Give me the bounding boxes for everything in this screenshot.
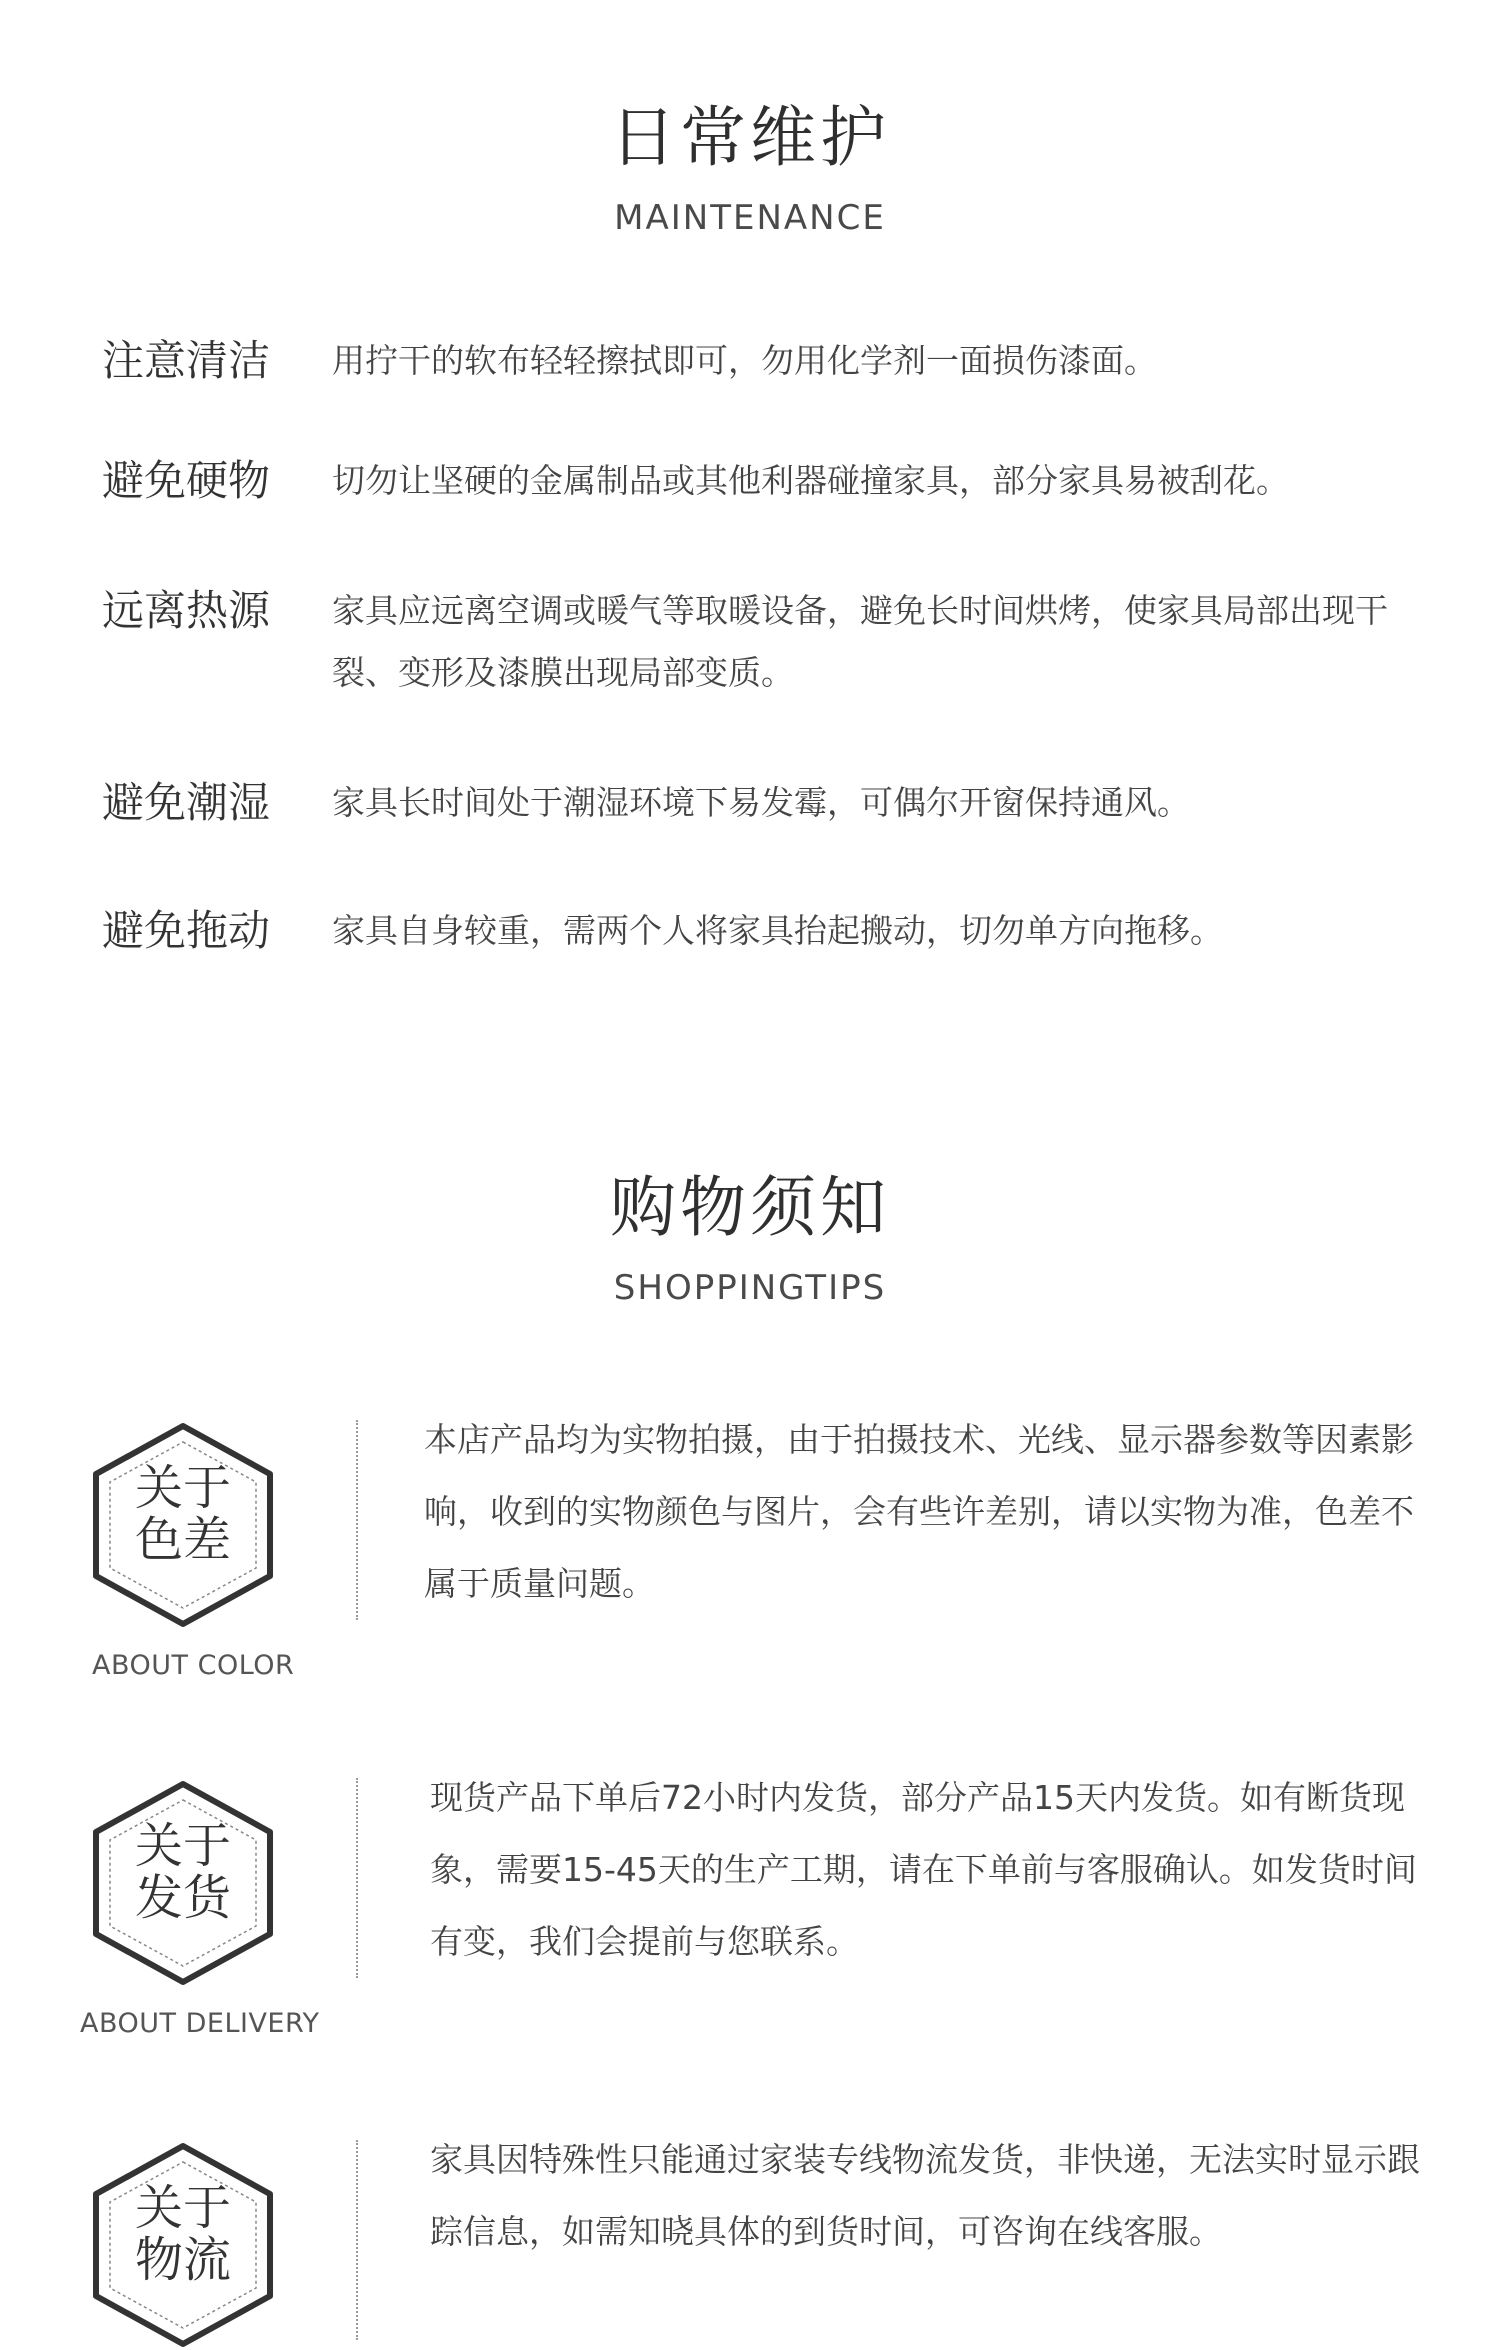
badge-english-label: ABOUT DELIVERY: [80, 2008, 320, 2039]
maintenance-item-text: 家具长时间处于潮湿环境下易发霉，可偶尔开窗保持通风。: [332, 783, 1190, 822]
badge-label: 关于 物流: [134, 2180, 231, 2288]
dotted-divider: [356, 2140, 358, 2340]
dotted-divider: [356, 1778, 358, 1978]
hexagon-badge: [88, 1778, 278, 1988]
maintenance-item-label: 避免硬物: [102, 456, 271, 505]
badge-english-label: ABOUT COLOR: [92, 1650, 295, 1681]
shopping-title: 购物须知: [610, 1169, 890, 1246]
maintenance-item-label: 远离热源: [102, 586, 271, 635]
maintenance-item-label: 注意清洁: [102, 336, 271, 385]
maintenance-item-text: 家具应远离空调或暖气等取暖设备，避免长时间烘烤，使家具局部出现干裂、变形及漆膜出现局部变质。: [332, 591, 1388, 692]
maintenance-item-text: 切勿让坚硬的金属制品或其他利器碰撞家具，部分家具易被刮花。: [332, 461, 1289, 500]
hexagon-badge: [88, 1420, 278, 1630]
maintenance-title: 日常维护: [610, 99, 890, 176]
shopping-subtitle: SHOPPINGTIPS: [613, 1268, 887, 1308]
maintenance-item-label: 避免潮湿: [102, 778, 271, 827]
badge-label: 关于 色差: [134, 1460, 231, 1568]
tip-text: 本店产品均为实物拍摄，由于拍摄技术、光线、显示器参数等因素影响，收到的实物颜色与图片，会有些许差别，请以实物为准，色差不属于质量问题。: [424, 1420, 1414, 1603]
maintenance-item-text: 家具自身较重，需两个人将家具抬起搬动，切勿单方向拖移。: [332, 911, 1223, 950]
tip-text: 现货产品下单后72小时内发货，部分产品15天内发货。如有断货现象，需要15-45天的生产工期，请在下单前与客服确认。如发货时间有变，我们会提前与您联系。: [430, 1778, 1417, 1961]
hexagon-badge: [88, 2140, 278, 2350]
badge-label: 关于 发货: [134, 1818, 231, 1926]
maintenance-item-text: 用拧干的软布轻轻擦拭即可，勿用化学剂一面损伤漆面。: [332, 341, 1157, 380]
dotted-divider: [356, 1420, 358, 1620]
maintenance-subtitle: MAINTENANCE: [614, 198, 886, 238]
tip-text: 家具因特殊性只能通过家装专线物流发货，非快递，无法实时显示跟踪信息，如需知晓具体的到货时间，可咨询在线客服。: [430, 2140, 1420, 2251]
maintenance-item-label: 避免拖动: [102, 906, 271, 955]
